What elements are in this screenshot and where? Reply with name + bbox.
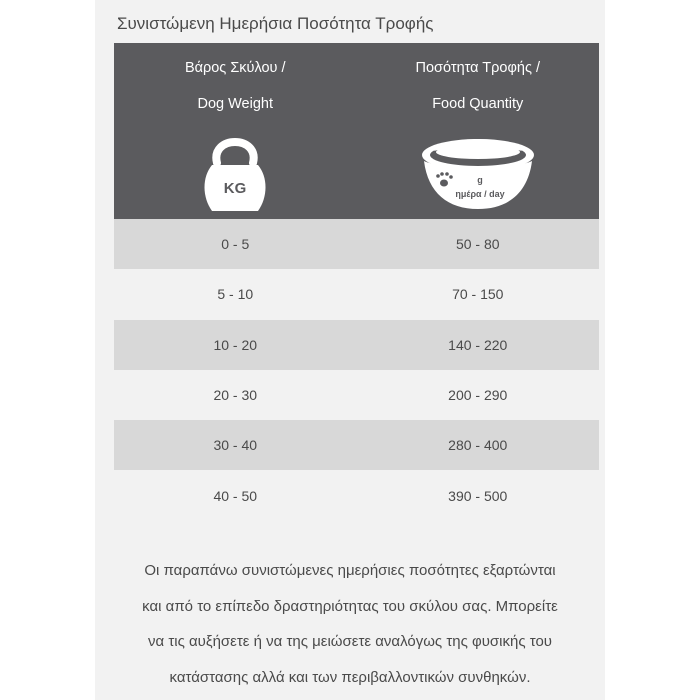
bowl-unit-day: ημέρα / day (455, 189, 505, 199)
food-header-line1: Ποσότητα Τροφής / (415, 60, 540, 76)
weight-cell: 0 - 5 (221, 236, 250, 253)
note-line: και από το επίπεδο δραστηριότητας του σκύλου σας. Μπορείτε (142, 597, 558, 615)
weight-cell: 10 - 20 (213, 336, 258, 353)
weight-header-line1: Βάρος Σκύλου / (184, 60, 286, 76)
table-row (114, 370, 599, 420)
food-column-header (357, 43, 600, 219)
food-cell: 200 - 290 (448, 387, 508, 404)
page-title: Συνιστώμενη Ημερήσια Ποσότητα Τροφής (117, 14, 434, 33)
food-cell: 390 - 500 (448, 487, 508, 504)
weight-cell: 30 - 40 (213, 437, 258, 454)
food-cell: 70 - 150 (452, 286, 504, 303)
food-cell: 280 - 400 (448, 437, 508, 454)
weight-header-line2: Dog Weight (197, 96, 273, 112)
note-line: κατάστασης αλλά και των περιβαλλοντικών συνθηκών. (169, 668, 531, 686)
food-cell: 50 - 80 (455, 236, 500, 253)
note-line: να τις αυξήσετε ή να της μειώσετε αναλόγως της φυσικής του (147, 633, 552, 650)
table-row (114, 219, 599, 269)
food-header-line2: Food Quantity (432, 96, 524, 112)
table-header (114, 43, 599, 219)
kettlebell-label: KG (224, 180, 247, 197)
table-row (114, 320, 599, 370)
table-row (114, 269, 599, 319)
table-row (114, 470, 599, 520)
table-row (114, 420, 599, 470)
food-cell: 140 - 220 (448, 336, 508, 353)
weight-cell: 20 - 30 (213, 387, 258, 404)
feeding-note (105, 553, 595, 695)
feeding-table (114, 43, 599, 521)
food-bowl-icon (418, 131, 538, 217)
bowl-unit-g: g (477, 175, 483, 185)
note-line: Οι παραπάνω συνιστώμενες ημερήσιες ποσότητες εξαρτώνται (144, 562, 556, 579)
weight-cell: 40 - 50 (213, 487, 258, 504)
kettlebell-icon (200, 125, 270, 215)
weight-column-header (114, 43, 357, 219)
weight-cell: 5 - 10 (217, 286, 254, 303)
